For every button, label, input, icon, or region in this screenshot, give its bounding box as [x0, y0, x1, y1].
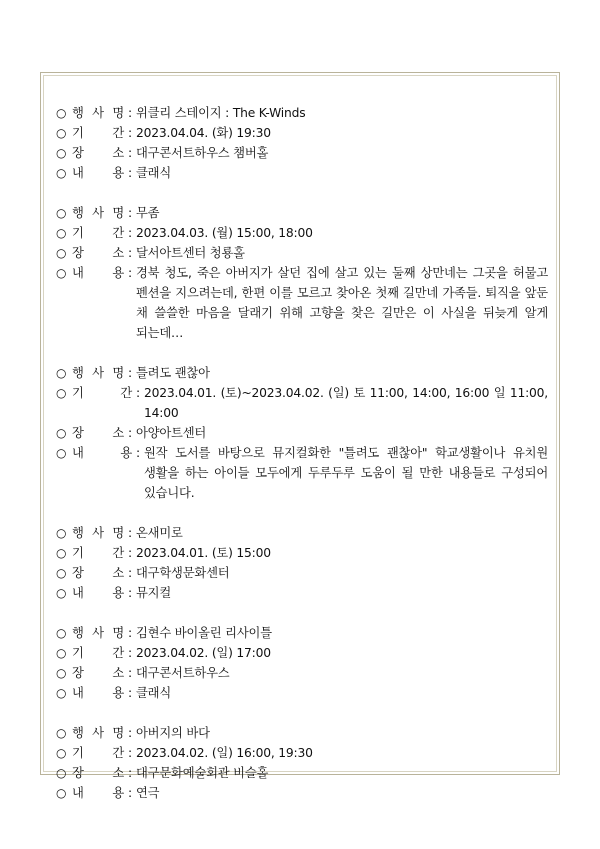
field-label: 장 소: [72, 146, 124, 160]
event-content: 클래식: [136, 166, 172, 180]
field-label: 내 용: [72, 166, 124, 180]
colon: :: [128, 666, 132, 680]
colon: :: [128, 526, 132, 540]
event-content-row: [56, 683, 548, 703]
colon: :: [128, 766, 132, 780]
field-label: 장 소: [72, 426, 124, 440]
field-label: 내 용: [72, 686, 124, 700]
event-content-row: [56, 443, 548, 503]
field-label: 행 사 명: [72, 626, 124, 640]
colon: :: [136, 446, 140, 460]
bullet-icon: ○: [56, 746, 67, 760]
event-period: 2023.04.02. (일) 17:00: [136, 646, 271, 660]
bullet-icon: ○: [56, 566, 67, 580]
field-label: 기 간: [72, 746, 124, 760]
colon: :: [128, 546, 132, 560]
event-venue-row: [56, 243, 548, 263]
event-content-row: [56, 263, 548, 343]
event-period: 2023.04.02. (일) 16:00, 19:30: [136, 746, 313, 760]
event-venue-row: [56, 423, 548, 443]
bullet-icon: ○: [56, 446, 67, 460]
event-title: 틀려도 괜찮아: [136, 366, 210, 380]
field-label: 내 용: [72, 446, 132, 460]
bullet-icon: ○: [56, 786, 67, 800]
bullet-icon: ○: [56, 686, 67, 700]
colon: :: [128, 786, 132, 800]
colon: :: [128, 126, 132, 140]
event-title-row: [56, 623, 548, 643]
event-venue-row: [56, 143, 548, 163]
colon: :: [128, 566, 132, 580]
colon: :: [128, 226, 132, 240]
bullet-icon: ○: [56, 666, 67, 680]
event-content: 클래식: [136, 686, 172, 700]
bullet-icon: ○: [56, 766, 67, 780]
bullet-icon: ○: [56, 226, 67, 240]
colon: :: [128, 206, 132, 220]
event-title: 김현수 바이올린 리사이틀: [136, 626, 272, 640]
event-period-row: [56, 743, 548, 763]
colon: :: [128, 366, 132, 380]
bullet-icon: ○: [56, 366, 67, 380]
event-title: 아버지의 바다: [136, 726, 210, 740]
event-content: 원작 도서를 바탕으로 뮤지컬화한 "틀려도 괜찮아" 학교생활이나 유치원 생활을 하는 아이들 모두에게 두루두루 도움이 될 만한 내용들로 구성되어 있습니다.: [144, 446, 548, 500]
event-venue: 아양아트센터: [136, 426, 207, 440]
colon: :: [128, 686, 132, 700]
event-title: 무좀: [136, 206, 160, 220]
event-item: [56, 523, 548, 603]
event-venue: 대구콘서트하우스 챔버홀: [136, 146, 269, 160]
bullet-icon: ○: [56, 726, 67, 740]
event-period-row: [56, 643, 548, 663]
field-label: 행 사 명: [72, 366, 124, 380]
event-venue-row: [56, 763, 548, 783]
event-item: [56, 723, 548, 803]
colon: :: [128, 586, 132, 600]
event-item: [56, 363, 548, 503]
event-content: 연극: [136, 786, 160, 800]
event-title-row: [56, 523, 548, 543]
event-period: 2023.04.04. (화) 19:30: [136, 126, 271, 140]
colon: :: [128, 626, 132, 640]
event-item: [56, 623, 548, 703]
field-label: 장 소: [72, 566, 124, 580]
event-venue-row: [56, 663, 548, 683]
bullet-icon: ○: [56, 206, 67, 220]
event-venue: 대구문화예술회관 비슬홀: [136, 766, 269, 780]
field-label: 행 사 명: [72, 726, 124, 740]
bullet-icon: ○: [56, 626, 67, 640]
bullet-icon: ○: [56, 126, 67, 140]
bullet-icon: ○: [56, 646, 67, 660]
field-label: 내 용: [72, 586, 124, 600]
event-list: [56, 103, 548, 823]
event-content: 경북 청도, 죽은 아버지가 살던 집에 살고 있는 둘째 상만네는 그곳을 허물고 펜션을 지으려는데, 한편 이를 모르고 찾아온 첫째 길만네 가족들. 퇴직을 앞둔 채 쓸쓸한 마음을 달래기 위해 고향을 찾은 길만은 이 사실을 뒤늦게 알게 되는데…: [136, 266, 548, 340]
bullet-icon: ○: [56, 386, 67, 400]
event-period-row: [56, 123, 548, 143]
colon: :: [128, 246, 132, 260]
event-period-row: [56, 223, 548, 243]
colon: :: [128, 726, 132, 740]
colon: :: [128, 746, 132, 760]
event-title-row: [56, 723, 548, 743]
event-title-row: [56, 103, 548, 123]
field-label: 행 사 명: [72, 526, 124, 540]
colon: :: [128, 266, 132, 280]
bullet-icon: ○: [56, 246, 67, 260]
event-title-row: [56, 203, 548, 223]
bullet-icon: ○: [56, 426, 67, 440]
event-period-row: [56, 383, 548, 423]
event-period-row: [56, 543, 548, 563]
colon: :: [128, 646, 132, 660]
field-label: 장 소: [72, 666, 124, 680]
event-item: [56, 103, 548, 183]
bullet-icon: ○: [56, 106, 67, 120]
colon: :: [136, 386, 140, 400]
event-title: 위클리 스테이지 : The K-Winds: [136, 106, 306, 120]
field-label: 기 간: [72, 226, 124, 240]
colon: :: [128, 106, 132, 120]
event-venue: 달서아트센터 청룡홀: [136, 246, 245, 260]
field-label: 내 용: [72, 266, 124, 280]
event-title-row: [56, 363, 548, 383]
event-venue: 대구학생문화센터: [136, 566, 230, 580]
event-content-row: [56, 583, 548, 603]
colon: :: [128, 166, 132, 180]
field-label: 행 사 명: [72, 106, 124, 120]
event-venue: 대구콘서트하우스: [136, 666, 230, 680]
event-title: 온새미로: [136, 526, 183, 540]
field-label: 장 소: [72, 766, 124, 780]
event-content: 뮤지컬: [136, 586, 172, 600]
field-label: 기 간: [72, 546, 124, 560]
event-venue-row: [56, 563, 548, 583]
field-label: 행 사 명: [72, 206, 124, 220]
event-item: [56, 203, 548, 343]
event-content-row: [56, 163, 548, 183]
colon: :: [128, 146, 132, 160]
bullet-icon: ○: [56, 586, 67, 600]
bullet-icon: ○: [56, 266, 67, 280]
event-period: 2023.04.01. (토)~2023.04.02. (일) 토 11:00, 14:00, 16:00 일 11:00, 14:00: [144, 386, 548, 420]
event-period: 2023.04.01. (토) 15:00: [136, 546, 271, 560]
field-label: 내 용: [72, 786, 124, 800]
event-content-row: [56, 783, 548, 803]
field-label: 장 소: [72, 246, 124, 260]
field-label: 기 간: [72, 126, 124, 140]
bullet-icon: ○: [56, 166, 67, 180]
event-period: 2023.04.03. (월) 15:00, 18:00: [136, 226, 313, 240]
bullet-icon: ○: [56, 526, 67, 540]
colon: :: [128, 426, 132, 440]
field-label: 기 간: [72, 386, 132, 400]
bullet-icon: ○: [56, 546, 67, 560]
bullet-icon: ○: [56, 146, 67, 160]
field-label: 기 간: [72, 646, 124, 660]
